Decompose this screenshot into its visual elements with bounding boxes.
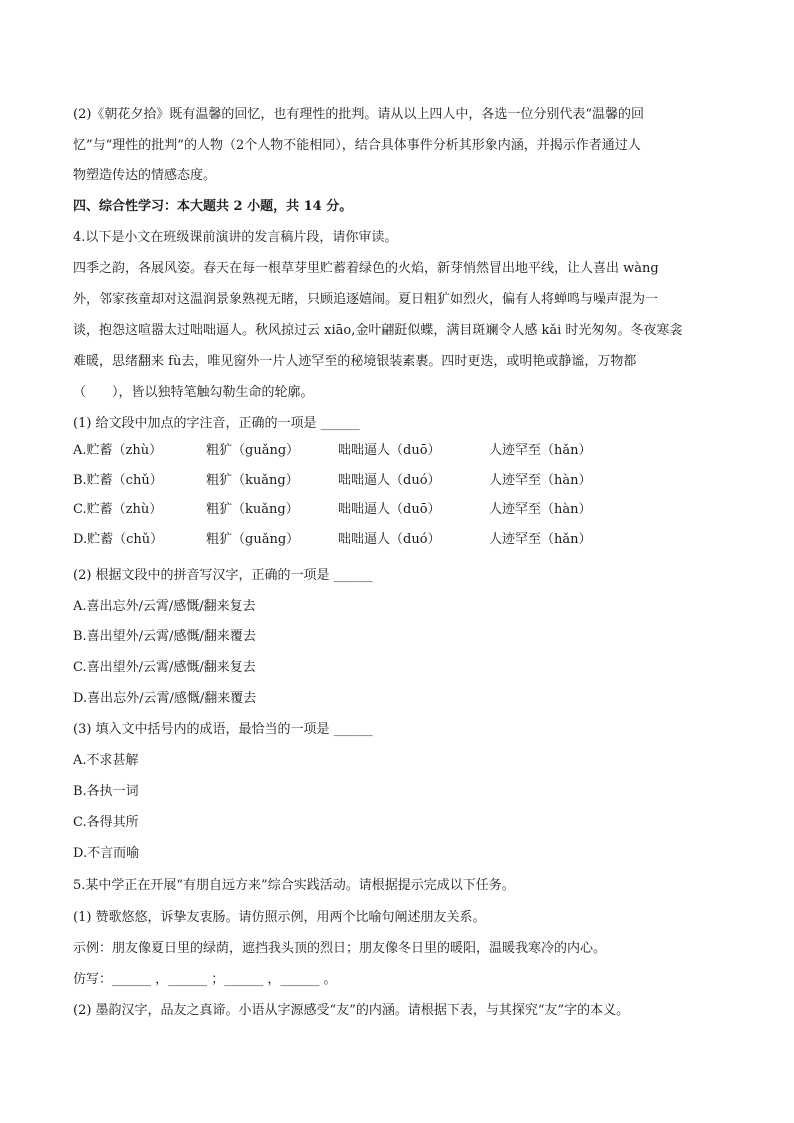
option-cell: 粗犷（kuǎng） <box>206 473 299 488</box>
section-4-heading: 四、综合性学习：本大题共 2 小题，共 14 分。 <box>73 199 353 214</box>
q5-example: 示例：朋友像夏日里的绿荫，遮挡我头顶的烈日；朋友像冬日里的暖阳，温暖我寒冷的内心。 <box>73 941 607 956</box>
option-cell: 咄咄逼人（duó） <box>338 532 441 547</box>
option-cell: 人迹罕至（hàn） <box>489 502 592 517</box>
q4-sub3-question: (3) 填入文中括号内的成语，最恰当的一项是 ______ <box>73 722 373 737</box>
q4-sub3-option-b: B.各执一词 <box>73 784 139 799</box>
q4-passage-line-4: 难暖，思绪翻来 fù去，唯见窗外一片人迹罕至的秘境银装素裹。四时更迭，或明艳或静谧，万物都 <box>73 354 637 369</box>
q4-sub1-question: (1) 给文段中加点的字注音，正确的一项是 ______ <box>73 416 360 431</box>
q2-text-line-3: 物塑造传达的情感态度。 <box>73 168 217 183</box>
q4-passage-line-1: 四季之韵，各展风姿。春天在每一根草芽里贮蓄着绿色的火焰，新芽悄然冒出地平线，让人喜出 wàng <box>73 261 659 276</box>
q2-text-line-1: (2)《朝花夕拾》既有温馨的回忆，也有理性的批判。请从以上四人中，各选一位分别代表“温馨的回 <box>73 107 645 122</box>
option-cell: 咄咄逼人（duō） <box>338 502 441 517</box>
option-cell: A.贮蓄（zhù） <box>73 443 163 458</box>
option-cell: 粗犷（guǎng） <box>206 443 300 458</box>
q4-sub3-option-d: D.不言而喻 <box>73 846 140 861</box>
q4-passage-line-5: （ ），皆以独特笔触勾勒生命的轮廓。 <box>73 385 314 400</box>
q4-intro: 4.以下是小文在班级课前演讲的发言稿片段，请你审读。 <box>73 230 398 245</box>
option-cell: B.贮蓄（chǔ） <box>73 473 163 488</box>
option-cell: C.贮蓄（zhù） <box>73 502 163 517</box>
option-cell: D.贮蓄（chǔ） <box>73 532 164 547</box>
q4-sub2-option-b: B.喜出望外/云霄/感慨/翻来覆去 <box>73 629 256 644</box>
option-cell: 粗犷（kuǎng） <box>206 502 299 517</box>
q2-text-line-2: 忆”与“理性的批判”的人物（2个人物不能相同），结合具体事件分析其形象内涵，并揭示作者通过人 <box>73 138 641 153</box>
q4-sub2-option-c: C.喜出望外/云霄/感慨/翻来复去 <box>73 660 256 675</box>
q5-sub2-question: (2) 墨韵汉字，品友之真谛。小语从字源感受“友”的内涵。请根据下表，与其探究“友”字的本义。 <box>73 1003 630 1018</box>
q5-intro: 5.某中学正在开展“有朋自远方来”综合实践活动。请根据提示完成以下任务。 <box>73 878 515 893</box>
option-cell: 人迹罕至（hǎn） <box>489 532 592 547</box>
q4-passage-line-2: 外，邻家孩童却对这温润景象熟视无睹，只顾追逐嬉闹。夏日粗犷如烈火，偏有人将蝉鸣与噪声混为一 <box>73 292 659 307</box>
q4-sub3-option-c: C.各得其所 <box>73 815 139 830</box>
option-cell: 咄咄逼人（duō） <box>338 443 441 458</box>
option-cell: 咄咄逼人（duó） <box>338 473 441 488</box>
option-cell: 人迹罕至（hǎn） <box>489 443 592 458</box>
q4-sub2-question: (2) 根据文段中的拼音写汉字，正确的一项是 ______ <box>73 568 373 583</box>
option-cell: 粗犷（guǎng） <box>206 532 300 547</box>
q5-imitate-blank: 仿写：______ ，______ ；______ ，______ 。 <box>73 972 337 987</box>
q5-sub1-question: (1) 赞歌悠悠，诉挚友衷肠。请仿照示例，用两个比喻句阐述朋友关系。 <box>73 910 486 925</box>
q4-sub2-option-a: A.喜出忘外/云霄/感慨/翻来复去 <box>73 599 256 614</box>
option-cell: 人迹罕至（hàn） <box>489 473 592 488</box>
q4-sub3-option-a: A.不求甚解 <box>73 753 139 768</box>
q4-passage-line-3: 谈，抱怨这喧嚣太过咄咄逼人。秋风掠过云 xiāo,金叶翩跹似蝶，满目斑斓令人感 kǎi 时光匆匆。冬夜寒衾 <box>73 323 683 338</box>
q4-sub2-option-d: D.喜出忘外/云霄/感慨/翻来覆去 <box>73 691 257 706</box>
